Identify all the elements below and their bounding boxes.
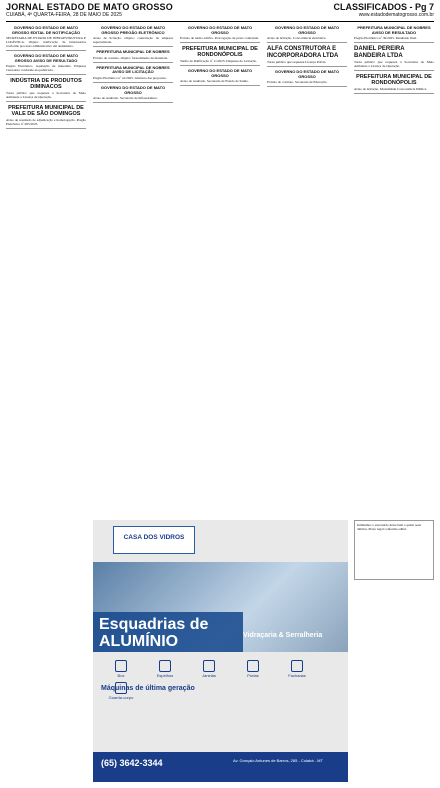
notice-title: PREFEITURA MUNICIPAL DE NOBRES AVISO DE RESULTADO xyxy=(357,25,431,35)
notice-title: PREFEITURA MUNICIPAL DE NOBRES xyxy=(96,49,170,55)
column-4 xyxy=(267,26,347,90)
ad-brand: CASA DOS VIDROS xyxy=(123,534,185,541)
notice-title: GOVERNO DO ESTADO DE MATO GROSSO xyxy=(274,25,340,35)
notice xyxy=(267,46,347,67)
notice xyxy=(93,26,173,47)
ad-subtitle: Máquinas de última geração xyxy=(101,685,195,692)
notice-body: Pregão Eletrônico nº 39/2025. Resultado final. xyxy=(354,36,418,41)
notice-body: Aviso de resultado de adjudicação e homologação. Pregão Eletrônico nº 005/2025. xyxy=(6,118,86,127)
notice xyxy=(93,50,173,63)
paper-date: CUIABÁ, 4ª QUARTA-FEIRA, 28 DE MAIO DE 2025 xyxy=(6,12,122,18)
ad-logo xyxy=(113,526,195,554)
ad-item-label: Box xyxy=(117,673,125,678)
ad-item xyxy=(278,660,316,680)
notice-body: Torna público que requereu à Secretaria de Meio Ambiente a Licença de Operação. xyxy=(6,91,86,100)
site-url[interactable]: www.estadodematogrosso.com.br xyxy=(358,12,434,18)
small-notice-body: Intimamos o executado deste bem a quitar seus débitos. Prazo legal conforme edital. xyxy=(357,523,421,531)
paper-title: JORNAL ESTADO DE MATO GROSSO xyxy=(6,2,173,12)
facade-icon xyxy=(291,660,303,672)
ad-item xyxy=(190,660,228,680)
notice xyxy=(267,70,347,87)
ad-item-label: Janelas xyxy=(202,673,216,678)
header-rule xyxy=(6,21,434,22)
notice xyxy=(267,26,347,43)
notice xyxy=(180,69,260,86)
ad-headline: Esquadrias de ALUMÍNIO xyxy=(99,616,209,650)
page-header xyxy=(0,0,440,22)
notice xyxy=(180,26,260,43)
notice-title: PREFEITURA MUNICIPAL DE VALE DE SÃO DOMINGOS xyxy=(8,105,84,118)
notice-title: GOVERNO DO ESTADO DE MATO GROSSO xyxy=(187,25,253,35)
notice-title: GOVERNO DO ESTADO DE MATO GROSSO AVISO DE RESULTADO xyxy=(13,53,79,63)
notice xyxy=(6,26,86,51)
ad-item xyxy=(234,660,272,680)
door-icon xyxy=(247,660,259,672)
notice-body: Aviso de licitação. Concorrência eletrônica. xyxy=(267,36,327,41)
notice-title: PREFEITURA MUNICIPAL DE RONDONÓPOLIS xyxy=(356,74,432,87)
small-notice xyxy=(354,520,434,580)
notice-body: Pregão Eletrônico nº 41/2025. Abertura das propostas. xyxy=(93,75,167,80)
column-5 xyxy=(354,26,434,97)
notice-body: Torna público que requereu Licença Prévia. xyxy=(267,60,327,65)
mirror-icon xyxy=(159,660,171,672)
notice-title: GOVERNO DO ESTADO DE MATO GROSSO PREGÃO ELETRÔNICO xyxy=(100,25,166,35)
ad-address: Av. Gonçalo Antunes de Barros, 285 - Cuiabá - MT xyxy=(233,758,323,763)
notice-body: SECRETARIA DE ESTADO DE INFRAESTRUTURA E LOGÍSTICA. Objeto: notificação de interessados conforme processo administrativo em andamento. xyxy=(6,36,86,49)
ad-item-label: Espelhos xyxy=(156,673,174,678)
notice-body: Aviso de licitação. Modalidade Concorrência Pública. xyxy=(354,87,428,92)
ad-item-label: Guarda-corpo xyxy=(108,695,134,700)
notice xyxy=(6,105,86,129)
ad-items xyxy=(101,660,341,704)
notice-body: Torna público que requereu à Secretaria de Meio Ambiente a Licença de Operação. xyxy=(354,60,434,69)
notice xyxy=(93,86,173,103)
box-icon xyxy=(115,660,127,672)
column-2 xyxy=(93,26,173,106)
notice-title: PREFEITURA MUNICIPAL DE NOBRES AVISO DE LICITAÇÃO xyxy=(96,64,170,75)
notice-body: Aviso de resultado. Secretaria de Estado de Saúde. xyxy=(180,79,249,84)
casa-dos-vidros-ad[interactable] xyxy=(93,520,348,782)
column-1 xyxy=(6,26,86,132)
notice-body: Termo de Ratificação nº 11/2025. Dispensa de Licitação. xyxy=(180,59,258,64)
notice xyxy=(354,26,434,43)
notice xyxy=(6,54,86,75)
ad-item-label: Portas xyxy=(247,673,259,678)
window-icon xyxy=(203,660,215,672)
ad-item xyxy=(102,660,140,680)
notice-body: Aviso de resultado. Secretaria de Infraestrutura. xyxy=(93,96,158,101)
notice xyxy=(6,78,86,102)
notice-title: PREFEITURA MUNICIPAL DE RONDONÓPOLIS xyxy=(182,46,258,59)
notice-title: GOVERNO DO ESTADO DE MATO GROSSO xyxy=(187,68,253,78)
notice-body: Extrato do contrato. Secretaria de Educação. xyxy=(267,80,328,85)
column-3 xyxy=(180,26,260,89)
notice-title: GOVERNO DO ESTADO DE MATO GROSSO xyxy=(100,84,166,95)
section-title: CLASSIFICADOS - Pg 7 xyxy=(333,2,434,12)
notice-title: GOVERNO DO ESTADO DE MATO GROSSO xyxy=(274,69,340,79)
ad-item xyxy=(146,660,184,680)
ad-tagline: Vidraçaria & Serralheria xyxy=(243,632,323,639)
notice-body: Extrato de contrato. Objeto: fornecimento de materiais. xyxy=(93,55,168,60)
notice-title: DANIEL PEREIRA BANDEIRA LTDA xyxy=(354,46,405,59)
notice-body: Aviso de licitação. Objeto: contratação de empresa especializada. xyxy=(93,36,173,45)
ad-phone[interactable]: (65) 3642-3344 xyxy=(101,758,163,768)
notice xyxy=(93,66,173,83)
notice xyxy=(354,74,434,94)
notice-body: Pregão Eletrônico. Aquisição de materiais. Empresa vencedora conforme ata publicada. xyxy=(6,64,86,73)
notice-body: Extrato de termo aditivo. Prorrogação de prazo contratual. xyxy=(180,36,259,41)
notice xyxy=(354,46,434,71)
notice-title: GOVERNO DO ESTADO DE MATO GROSSO EDITAL DE NOTIFICAÇÃO xyxy=(11,25,81,35)
notice-title: ALFA CONSTRUTORA E INCORPORADORA LTDA xyxy=(267,46,339,59)
notice-title: INDÚSTRIA DE PRODUTOS DIMINACOS xyxy=(10,78,82,91)
ad-item-label: Fachadas xyxy=(288,673,306,678)
notice xyxy=(180,46,260,66)
